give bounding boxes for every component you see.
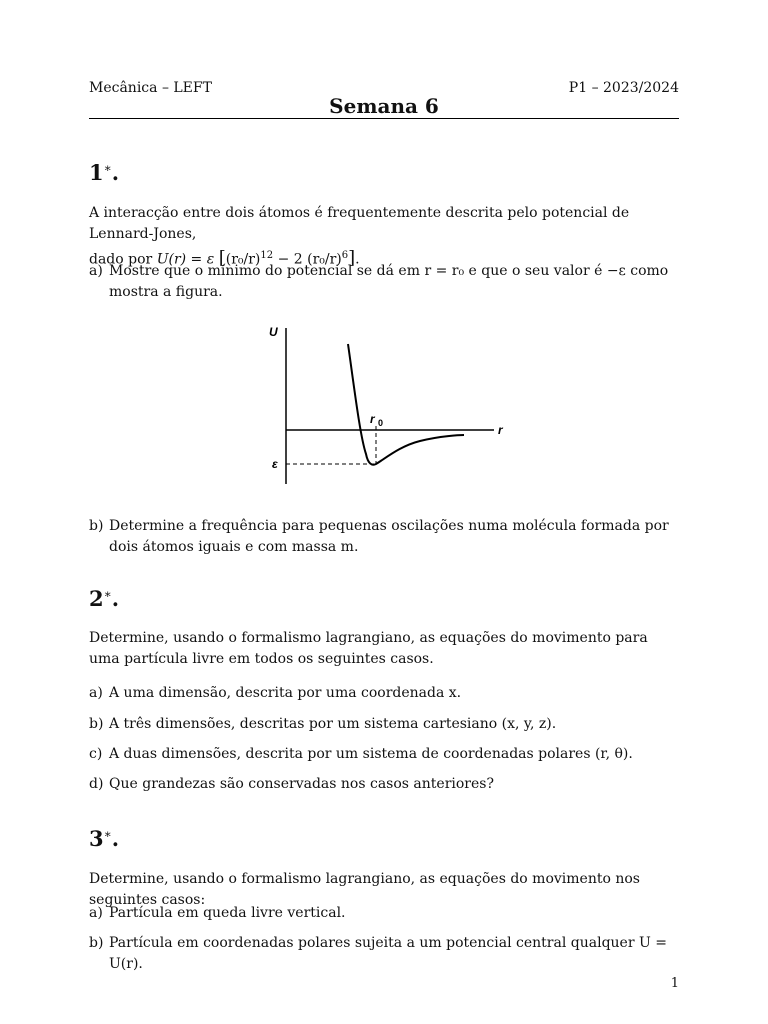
q2-heading: 2∗. (89, 586, 120, 611)
q1-intro-line1: A interacção entre dois átomos é frequentemente descrita pelo potencial de Lennard-Jones, (89, 205, 630, 242)
header-course: Mecânica – LEFT (89, 80, 212, 96)
q3-star: ∗ (103, 827, 112, 841)
potential-curve (348, 344, 464, 465)
page-number: 1 (670, 976, 679, 991)
q2-item-a (89, 683, 681, 704)
q1-item-b (89, 516, 681, 558)
q2-item-b-text: A três dimensões, descritas por um sistema cartesiano (x, y, z). (109, 716, 557, 732)
formula-bracket-open: [ (218, 247, 226, 269)
q2-intro: Determine, usando o formalismo lagrangiano, as equações do movimento para uma partícula livre em todos os seguintes casos. (89, 630, 648, 667)
q2-number: 2 (89, 586, 104, 611)
q3-item-a-text: Partícula em queda livre vertical. (109, 905, 346, 921)
formula-term1: (r₀/r) (225, 251, 261, 268)
formula-minus: − 2 (277, 251, 303, 268)
q2-item-c (89, 744, 681, 765)
q3-item-b (89, 933, 681, 975)
formula-exp1: 12 (260, 250, 274, 261)
q1-item-a-label: a) (89, 263, 103, 279)
r0-label: r (370, 412, 375, 426)
q2-item-c-text: A duas dimensões, descrita por um sistema de coordenadas polares (r, θ). (109, 746, 633, 762)
formula-bracket-close: ] (348, 247, 356, 269)
q3-item-b-label: b) (89, 935, 104, 951)
q2-item-d (89, 774, 681, 795)
header-rule (89, 118, 679, 119)
formula-u: U(r) = ε (156, 251, 215, 268)
formula-exp2: 6 (341, 250, 349, 261)
x-axis-label: r (498, 423, 503, 437)
q3-heading: 3∗. (89, 826, 120, 851)
y-axis-label: U (269, 325, 278, 339)
q1-heading: 1∗. (89, 160, 120, 185)
q2-item-d-label: d) (89, 776, 104, 792)
r0-subscript: 0 (378, 418, 384, 428)
q1-item-a (89, 261, 681, 303)
q3-item-a-label: a) (89, 905, 103, 921)
q3-item-b-text: Partícula em coordenadas polares sujeita a um potencial central qualquer U = U(r). (109, 935, 667, 972)
q1-item-b-text: Determine a frequência para pequenas oscilações numa molécula formada por dois átomos iguais e com massa m. (109, 518, 669, 555)
q2-item-b (89, 714, 681, 735)
page-title: Semana 6 (329, 94, 439, 118)
q2-item-a-label: a) (89, 685, 103, 701)
q1-star: ∗ (103, 161, 112, 175)
q1-number: 1 (89, 160, 104, 185)
q2-item-d-text: Que grandezas são conservadas nos casos anteriores? (109, 776, 494, 792)
q1-item-b-label: b) (89, 518, 104, 534)
q1-item-a-text: Mostre que o mínimo do potencial se dá em r = r₀ e que o seu valor é −ε como mostra a figura. (109, 263, 669, 300)
epsilon-label: ε (272, 457, 278, 471)
q1-intro-prefix: dado por (89, 251, 153, 268)
q2-item-c-label: c) (89, 746, 103, 762)
header-period: P1 – 2023/2024 (568, 80, 679, 96)
q3-intro: Determine, usando o formalismo lagrangiano, as equações do movimento nos seguintes casos: (89, 871, 640, 908)
q2-item-b-label: b) (89, 716, 104, 732)
q2-item-a-text: A uma dimensão, descrita por uma coordenada x. (109, 685, 462, 701)
q3-number: 3 (89, 826, 104, 851)
lennard-jones-figure (260, 316, 510, 488)
q2-star: ∗ (103, 587, 112, 601)
q3-item-a (89, 903, 681, 924)
formula-end: . (355, 251, 360, 268)
formula-term2: (r₀/r) (307, 251, 342, 268)
